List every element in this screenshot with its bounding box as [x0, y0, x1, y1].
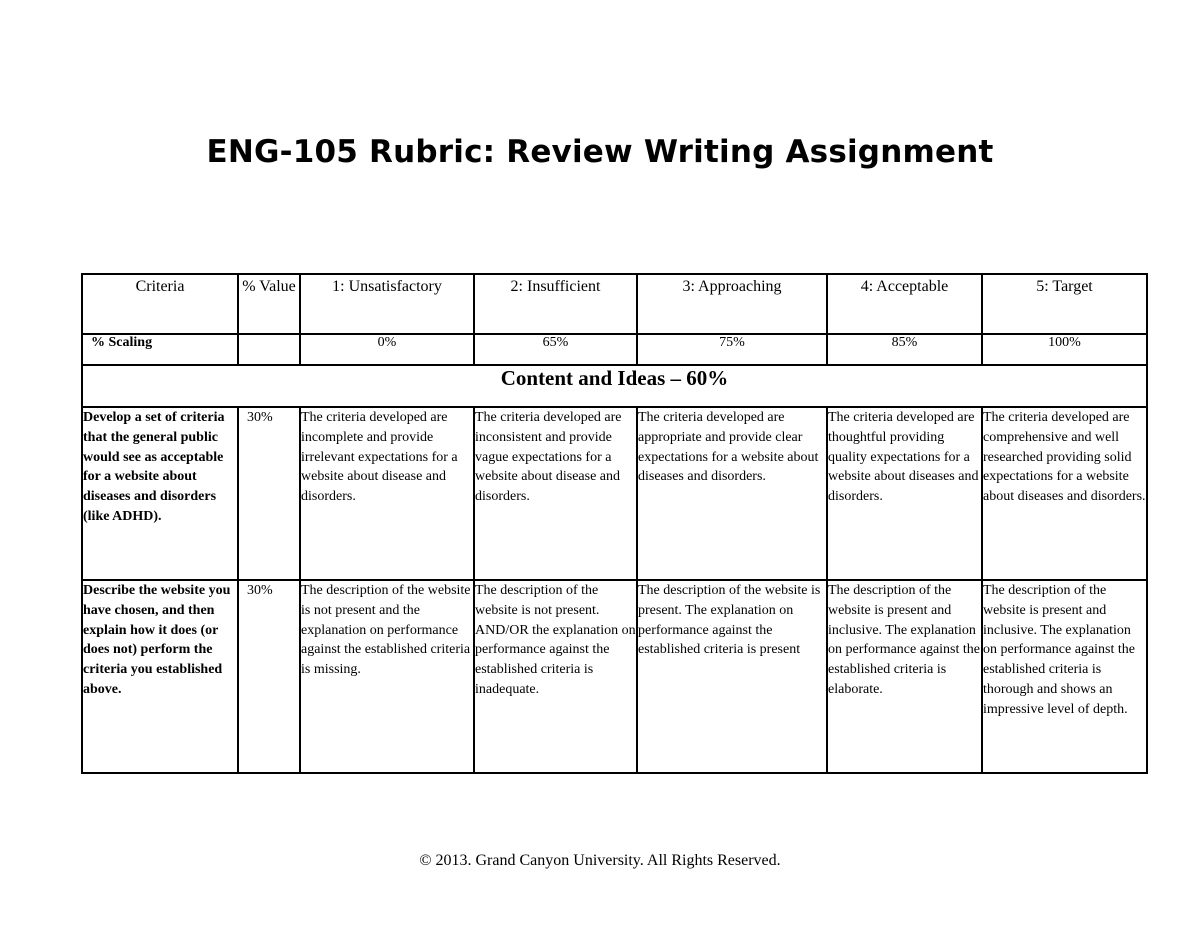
level-1-cell: The description of the website is not present and the explanation on performance against the established criteria is missing.	[300, 580, 474, 773]
level-3-cell: The description of the website is present. The explanation on performance against the established criteria is present	[637, 580, 827, 773]
scaling-level-4: 85%	[827, 334, 982, 365]
table-row	[82, 580, 1147, 773]
level-5-cell: The description of the website is present and inclusive. The explanation on performance against the established criteria is thorough and shows an impressive level of depth.	[982, 580, 1147, 773]
criterion-cell: Develop a set of criteria that the general public would see as acceptable for a website about diseases and disorders (like ADHD).	[82, 407, 238, 580]
scaling-value-empty	[238, 334, 300, 365]
criterion-cell: Describe the website you have chosen, and then explain how it does (or does not) perform the criteria you established above.	[82, 580, 238, 773]
scaling-level-5: 100%	[982, 334, 1147, 365]
scaling-label: % Scaling	[82, 334, 238, 365]
header-level-1: 1: Unsatisfactory	[300, 274, 474, 334]
level-4-cell: The criteria developed are thoughtful providing quality expectations for a website about diseases and disorders.	[827, 407, 982, 580]
level-5-cell: The criteria developed are comprehensive and well researched providing solid expectations for a website about diseases and disorders.	[982, 407, 1147, 580]
header-criteria: Criteria	[82, 274, 238, 334]
level-2-cell: The description of the website is not present. AND/OR the explanation on performance against the established criteria is inadequate.	[474, 580, 637, 773]
header-level-5: 5: Target	[982, 274, 1147, 334]
copyright-footer: © 2013. Grand Canyon University. All Rights Reserved.	[419, 852, 781, 869]
scaling-level-3: 75%	[637, 334, 827, 365]
page-title: ENG-105 Rubric: Review Writing Assignment	[206, 134, 994, 170]
level-3-cell: The criteria developed are appropriate and provide clear expectations for a website about diseases and disorders.	[637, 407, 827, 580]
rubric-table	[81, 273, 1148, 774]
header-level-2: 2: Insufficient	[474, 274, 637, 334]
level-2-cell: The criteria developed are inconsistent and provide vague expectations for a website about disease and disorders.	[474, 407, 637, 580]
value-cell: 30%	[238, 580, 300, 773]
level-4-cell: The description of the website is present and inclusive. The explanation on performance against the established criteria is elaborate.	[827, 580, 982, 773]
section-row	[82, 365, 1147, 407]
section-title: Content and Ideas – 60%	[82, 365, 1147, 407]
header-row	[82, 274, 1147, 334]
value-cell: 30%	[238, 407, 300, 580]
header-level-4: 4: Acceptable	[827, 274, 982, 334]
header-level-3: 3: Approaching	[637, 274, 827, 334]
level-1-cell: The criteria developed are incomplete and provide irrelevant expectations for a website about disease and disorders.	[300, 407, 474, 580]
scaling-level-2: 65%	[474, 334, 637, 365]
table-row	[82, 407, 1147, 580]
scaling-level-1: 0%	[300, 334, 474, 365]
scaling-row	[82, 334, 1147, 365]
header-value: % Value	[238, 274, 300, 334]
